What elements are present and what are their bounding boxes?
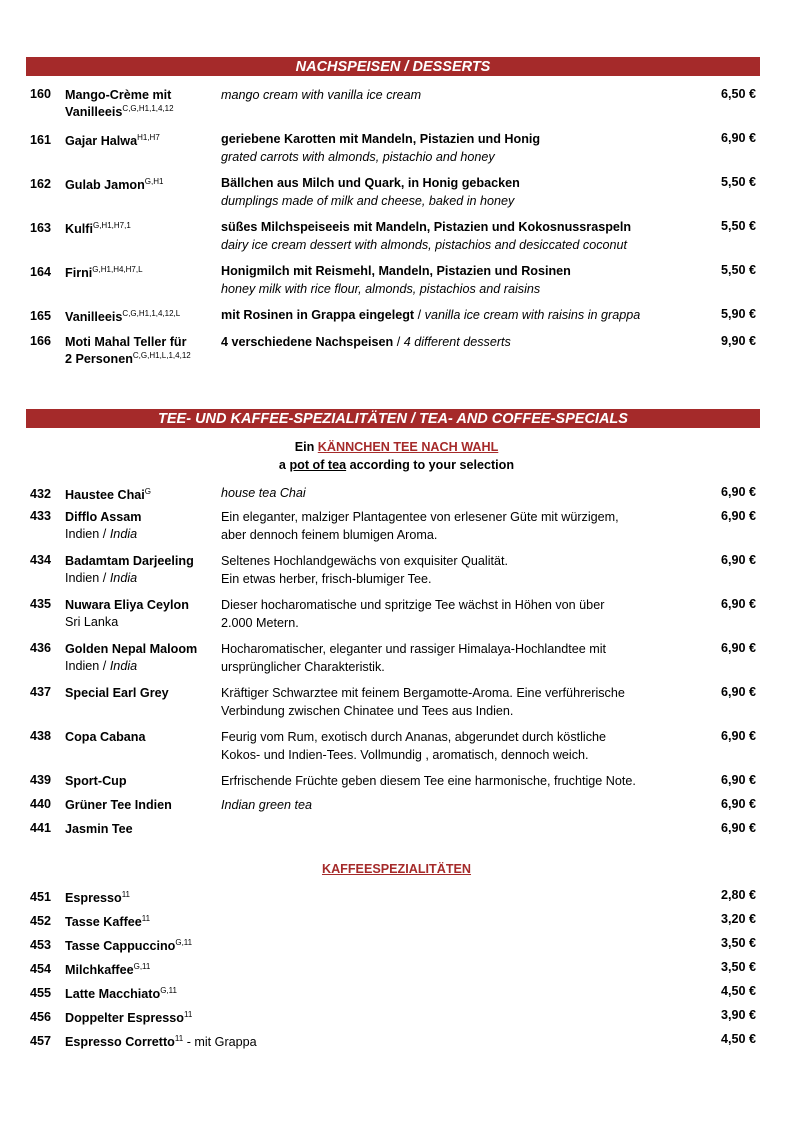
- allergen-codes: G,11: [160, 986, 177, 995]
- item-price: 3,90 €: [720, 1008, 756, 1022]
- item-description-en: dairy ice cream dessert with almonds, pistachios and desiccated coconut: [221, 237, 628, 252]
- item-price: 6,90 €: [720, 597, 756, 611]
- tea-coffee-section-header: TEE- UND KAFFEE-SPEZIALITÄTEN / TEA- AND COFFEE-SPECIALS: [26, 409, 760, 428]
- item-price: 6,90 €: [720, 821, 756, 835]
- allergen-codes: G,H1,H7,1: [92, 221, 131, 230]
- item-description-en: 4 different desserts: [403, 335, 511, 349]
- item-name: Doppelter Espresso$^{11}$: [65, 1010, 193, 1025]
- item-name: Difflo Assam Indien / India: [65, 510, 142, 541]
- allergen-codes: 11: [141, 914, 151, 923]
- item-price: 6,90 €: [720, 131, 756, 145]
- item-name: Espresso$^{11}$: [65, 890, 131, 905]
- allergen-codes: G,11: [133, 962, 151, 971]
- item-name: Gajar Halwa$^{H1,H7}$: [65, 133, 160, 148]
- item-name: Nuwara Eliya Ceylon Sri Lanka: [65, 598, 189, 629]
- item-number: 453: [30, 938, 52, 952]
- tea-intro-en: a pot of tea according to your selection: [278, 458, 515, 472]
- item-origin: Sri Lanka: [65, 615, 119, 629]
- item-number: 165: [30, 309, 52, 323]
- item-price: 3,50 €: [720, 960, 756, 974]
- item-number: 162: [30, 177, 52, 191]
- item-price: 6,90 €: [720, 797, 756, 811]
- item-price: 6,90 €: [720, 553, 756, 567]
- item-name: Vanilleeis$^{C,G,H1,1,4,12,L}$: [65, 309, 181, 324]
- item-number: 439: [30, 773, 52, 787]
- item-price: 3,50 €: [720, 936, 756, 950]
- item-name: Golden Nepal Maloom Indien / India: [65, 642, 198, 673]
- item-description: house tea Chai: [221, 486, 306, 500]
- item-name: Kulfi$^{G,H1,H7,1}$: [65, 221, 131, 236]
- item-description: Erfrischende Früchte geben diesem Tee eine harmonische, fruchtige Note.: [221, 774, 636, 788]
- item-number: 455: [30, 986, 52, 1000]
- item-name: Badamtam Darjeeling Indien / India: [65, 554, 194, 585]
- item-number: 454: [30, 962, 52, 976]
- allergen-codes: G,H1: [144, 177, 164, 186]
- item-number: 160: [30, 87, 52, 101]
- item-price: 5,50 €: [720, 263, 756, 277]
- item-number: 437: [30, 685, 52, 699]
- separator: /: [414, 308, 425, 322]
- item-number: 440: [30, 797, 52, 811]
- allergen-codes: H1,H7: [137, 133, 160, 142]
- item-name: Jasmin Tee: [65, 822, 133, 836]
- item-number: 432: [30, 487, 52, 501]
- item-number: 164: [30, 265, 52, 279]
- desserts-section-header: NACHSPEISEN / DESSERTS: [26, 57, 760, 76]
- item-number: 436: [30, 641, 52, 655]
- item-description-de: Honigmilch mit Reismehl, Mandeln, Pistazien und Rosinen: [221, 264, 571, 278]
- item-description: Dieser hocharomatische und spritzige Tee wächst in Höhen von über 2.000 Metern.: [221, 598, 605, 630]
- coffee-subheading: KAFFEESPEZIALITÄTEN: [321, 862, 472, 876]
- item-name: Latte Macchiato$^{G,11}$: [65, 986, 177, 1001]
- item-name: Tasse Kaffee$^{11}$: [65, 914, 151, 929]
- item-name: Special Earl Grey: [65, 686, 169, 700]
- item-name: Sport-Cup: [65, 774, 127, 788]
- allergen-codes: G,11: [175, 938, 193, 947]
- item-description-de: 4 verschiedene Nachspeisen: [221, 335, 394, 349]
- item-description: Indian green tea: [221, 798, 313, 812]
- allergen-codes: C,G,H1,L,1,4,12: [132, 351, 191, 360]
- item-name: Gulab Jamon$^{G,H1}$: [65, 177, 164, 192]
- item-name: Mango-Crème mit Vanilleeis$^{C,G,H1,1,4,12}$: [65, 88, 174, 119]
- item-note: - mit Grappa: [183, 1035, 257, 1049]
- item-description: Hocharomatischer, eleganter und rassiger Himalaya-Hochlandtee mit ursprünglicher Charakteristik.: [221, 642, 606, 674]
- item-price: 4,50 €: [720, 984, 756, 998]
- allergen-codes: C,G,H1,1,4,12,L: [122, 309, 181, 318]
- item-price: 9,90 €: [720, 334, 756, 348]
- item-description: Ein eleganter, malziger Plantagentee von erlesener Güte mit würzigem, aber dennoch feinem blumigen Aroma.: [221, 510, 619, 542]
- item-price: 4,50 €: [720, 1032, 756, 1046]
- item-price: 6,90 €: [720, 641, 756, 655]
- tea-choice-link: KÄNNCHEN TEE NACH WAHL: [317, 440, 499, 454]
- item-price: 3,20 €: [720, 912, 756, 926]
- item-price: 6,90 €: [720, 685, 756, 699]
- item-number: 434: [30, 553, 52, 567]
- item-origin: Indien / India: [65, 527, 138, 541]
- item-number: 166: [30, 334, 52, 348]
- item-description: Seltenes Hochlandgewächs von exquisiter Qualität. Ein etwas herber, frisch-blumiger Tee.: [221, 554, 509, 586]
- item-description-de: Bällchen aus Milch und Quark, in Honig gebacken: [221, 176, 520, 190]
- item-number: 452: [30, 914, 52, 928]
- item-name: Milchkaffee$^{G,11}$: [65, 962, 151, 977]
- item-number: 441: [30, 821, 52, 835]
- item-number: 435: [30, 597, 52, 611]
- separator: /: [393, 335, 404, 349]
- item-name: Firni$^{G,H1,H4,H7,L}$: [65, 265, 143, 280]
- item-number: 433: [30, 509, 52, 523]
- item-description-de: mit Rosinen in Grappa eingelegt: [221, 308, 415, 322]
- allergen-codes: G: [144, 487, 152, 496]
- item-description-en: honey milk with rice flour, almonds, pistachios and raisins: [221, 281, 541, 296]
- item-price: 6,50 €: [720, 87, 756, 101]
- allergen-codes: 11: [183, 1010, 193, 1019]
- item-price: 6,90 €: [720, 509, 756, 523]
- item-description: Kräftiger Schwarztee mit feinem Bergamotte-Aroma. Eine verführerische Verbindung zwischen Chinatee und Tees aus Indien.: [221, 686, 625, 718]
- item-description: Feurig vom Rum, exotisch durch Ananas, abgerundet durch köstliche Kokos- und Indien-Tees. Vollmundig , aromatisch, dennoch weich.: [221, 730, 607, 762]
- item-price: 5,90 €: [720, 307, 756, 321]
- item-name: Copa Cabana: [65, 730, 146, 744]
- allergen-codes: C,G,H1,1,4,12: [122, 104, 174, 113]
- item-number: 163: [30, 221, 52, 235]
- tea-intro-de: Ein KÄNNCHEN TEE NACH WAHL: [294, 440, 499, 454]
- item-description-en: mango cream with vanilla ice cream: [221, 88, 422, 102]
- item-name: Grüner Tee Indien: [65, 798, 172, 812]
- item-description-en: grated carrots with almonds, pistachio and honey: [221, 149, 495, 164]
- item-name: Tasse Cappuccino$^{G,11}$: [65, 938, 193, 953]
- item-origin: Indien / India: [65, 571, 138, 585]
- item-price: 5,50 €: [720, 219, 756, 233]
- item-name: Espresso Corretto$^{11}$ - mit Grappa: [65, 1034, 257, 1049]
- item-number: 457: [30, 1034, 52, 1048]
- item-price: 6,90 €: [720, 485, 756, 499]
- item-description-en: vanilla ice cream with raisins in grappa: [424, 308, 641, 322]
- item-number: 161: [30, 133, 52, 147]
- item-description-de: süßes Milchspeiseeis mit Mandeln, Pistazien und Kokosnussraspeln: [221, 220, 632, 234]
- allergen-codes: 11: [121, 890, 131, 899]
- item-number: 456: [30, 1010, 52, 1024]
- item-price: 6,90 €: [720, 729, 756, 743]
- item-name: Moti Mahal Teller für 2 Personen$^{C,G,H1,L,1,4,12}$: [65, 335, 191, 366]
- item-origin: Indien / India: [65, 659, 138, 673]
- item-description-de: geriebene Karotten mit Mandeln, Pistazien und Honig: [221, 132, 541, 146]
- item-price: 5,50 €: [720, 175, 756, 189]
- allergen-codes: G,H1,H4,H7,L: [92, 265, 143, 274]
- item-number: 438: [30, 729, 52, 743]
- item-number: 451: [30, 890, 52, 904]
- item-name: Haustee Chai$^G$: [65, 487, 152, 502]
- item-price: 2,80 €: [720, 888, 756, 902]
- item-price: 6,90 €: [720, 773, 756, 787]
- item-description-en: dumplings made of milk and cheese, baked in honey: [221, 193, 515, 208]
- allergen-codes: 11: [174, 1034, 184, 1043]
